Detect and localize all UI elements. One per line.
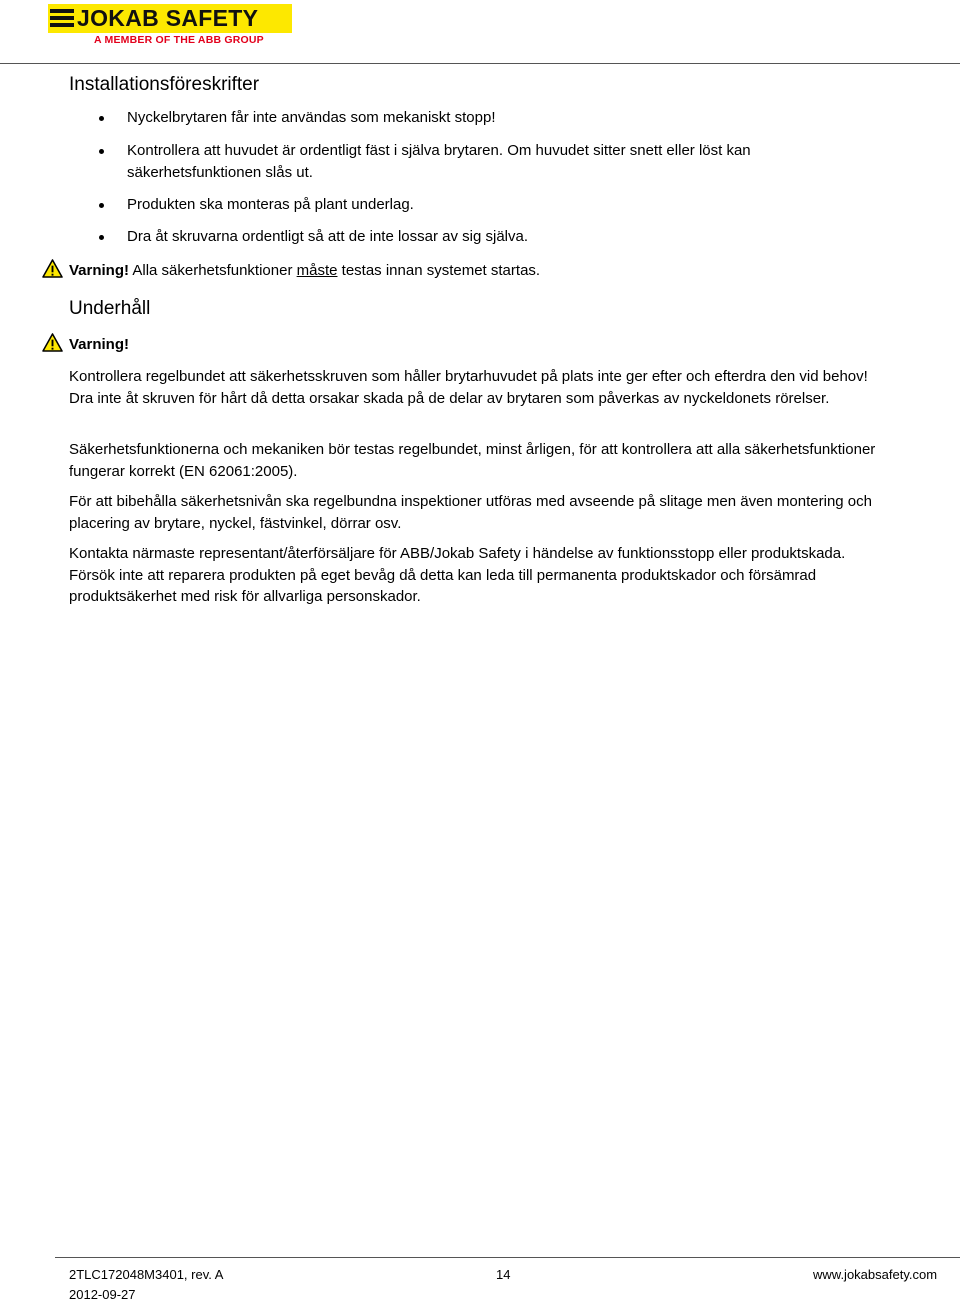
warning-text: Alla säkerhetsfunktioner [132,262,293,279]
footer-website-link[interactable]: www.jokabsafety.com [813,1267,938,1282]
warning-label: Varning! [69,262,130,279]
list-item-text: Kontrollera att huvudet är ordentligt fäst i själva brytaren. Om huvudet sitter snett eller löst kan säkerhetsfunktionen slås ut. [127,142,751,181]
logo-text: JOKAB SAFETY [77,5,259,31]
warning-text-end: testas innan systemet startas. [341,262,541,279]
logo-subtitle: A MEMBER OF THE ABB GROUP [94,34,264,46]
logo-bars-icon [50,9,74,28]
list-item [127,194,867,216]
warning-triangle-icon [42,333,63,352]
installation-heading: Installationsföreskrifter [69,74,260,95]
warning-label: Varning! [69,336,130,353]
maintenance-paragraph: Säkerhetsfunktionerna och mekaniken bör testas regelbundet, minst årligen, för att kontrollera att alla säkerhetsfunktioner fungerar korrekt (EN 62061:2005). [69,441,876,480]
bullet-dot-icon [99,116,104,121]
maintenance-heading: Underhåll [69,298,151,319]
jokab-safety-logo [48,4,292,46]
logo-banner [48,4,292,33]
page-header [0,0,960,64]
installation-warning [69,261,540,281]
footer-doc-id: 2TLC172048M3401, rev. A [69,1267,224,1282]
bullet-dot-icon [99,235,104,240]
maintenance-paragraph: För att bibehålla säkerhetsnivån ska regelbundna inspektioner utföras med avseende på slitage men även montering och placering av brytare, nyckel, fästvinkel, dörrar osv. [69,493,872,532]
list-item [127,107,867,129]
footer-divider [55,1257,960,1258]
footer-date: 2012-09-27 [69,1287,136,1302]
list-item [127,140,867,184]
warning-emphasis: måste [296,262,338,279]
list-item [127,226,867,248]
maintenance-paragraph: Kontrollera regelbundet att säkerhetsskruven som håller brytarhuvudet på plats inte ger efter och efterdra den vid behov! Dra inte åt skruven för hårt då detta orsakar skada på de delar av brytaren som påverkas av nyckeldonets rörelser. [69,368,868,407]
maintenance-warning [69,335,129,355]
list-item-text: Dra åt skruvarna ordentligt så att de inte lossar av sig själva. [127,228,529,245]
bullet-dot-icon [99,203,104,208]
header-divider [0,63,960,64]
list-item-text: Nyckelbrytaren får inte användas som mekaniskt stopp! [127,109,496,126]
footer-page-number: 14 [496,1267,511,1282]
maintenance-paragraph: Kontakta närmaste representant/återförsäljare för ABB/Jokab Safety i händelse av funktionsstopp eller produktskada. Försök inte att reparera produkten på eget bevåg då detta kan leda till permanenta produktskador och försämrad produktsäkerhet med risk för allvarliga personskador. [69,545,846,605]
list-item-text: Produkten ska monteras på plant underlag. [127,196,414,213]
warning-triangle-icon [42,259,63,278]
bullet-dot-icon [99,149,104,154]
